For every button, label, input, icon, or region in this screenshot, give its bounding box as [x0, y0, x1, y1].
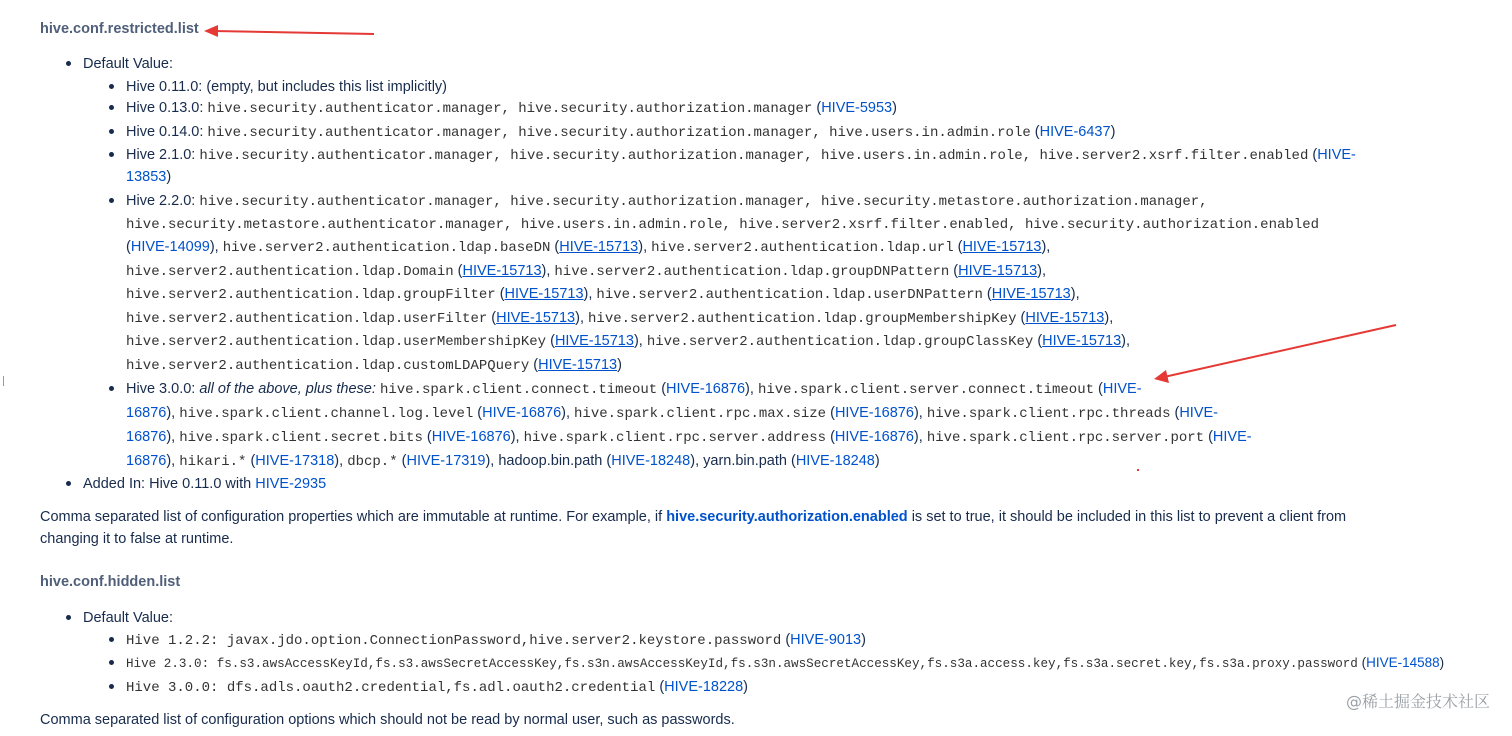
jira-link[interactable]: HIVE-15713: [538, 357, 618, 373]
jira-link[interactable]: 16876: [126, 405, 167, 421]
jira-link[interactable]: HIVE-5953: [821, 100, 893, 116]
jira-link[interactable]: HIVE-18228: [664, 679, 744, 695]
hidden-item: Hive 2.3.0: fs.s3.awsAccessKeyId,fs.s3.awsSecretAccessKey,fs.s3n.awsAccessKeyId,fs.s3n.awsSecretAccessKey,fs.s3a.access.key,fs.s3a.secret.key,fs.s3a.proxy.password (HIVE-14588): [126, 652, 1444, 675]
arrow-to-title: [204, 25, 374, 37]
property-title-restricted-list: hive.conf.restricted.list: [40, 21, 199, 37]
jira-link[interactable]: HIVE-16876: [482, 405, 562, 421]
version-label: Hive 0.13.0:: [126, 100, 204, 116]
jira-link[interactable]: HIVE-15713: [504, 286, 584, 302]
jira-link[interactable]: HIVE-6437: [1039, 124, 1111, 140]
arrow-to-hive-3-0-0: [1154, 325, 1396, 383]
added-in-item: [83, 473, 326, 495]
property-name: hive.server2.authentication.ldap.userMembershipKey: [126, 334, 547, 350]
jira-link[interactable]: HIVE-16876: [834, 405, 914, 421]
property-list: hive.security.authenticator.manager, hive.security.authorization.manager, hive.users.in.admin.role: [207, 125, 1031, 141]
annotation-dot: [1137, 469, 1139, 471]
property-list: hive.security.metastore.authenticator.manager, hive.users.in.admin.role, hive.server2.xsrf.filter.enabled, hive.security.authorization.enabled: [126, 217, 1319, 233]
version-item-0-11-0: [126, 76, 447, 98]
property-name: hive.server2.authentication.ldap.groupDNPattern: [554, 264, 950, 280]
jira-link[interactable]: HIVE-17319: [406, 453, 486, 469]
restricted-list-description: [40, 506, 1440, 550]
version-label: Hive 0.11.0:: [126, 79, 203, 95]
version-label: Hive 3.0.0:: [126, 381, 196, 397]
property-title-hidden-list: hive.conf.hidden.list: [40, 574, 181, 590]
description-text: changing it to false at runtime.: [40, 531, 234, 547]
version-label: Hive 2.2.0:: [126, 193, 196, 209]
version-note: all of the above, plus these:: [199, 381, 376, 397]
jira-link[interactable]: HIVE-14099: [130, 239, 210, 255]
jira-link[interactable]: HIVE-15713: [559, 239, 639, 255]
left-edge-mark: [3, 376, 4, 386]
property-name: hive.server2.authentication.ldap.userFilter: [126, 311, 488, 327]
version-2-2-0-line5: hive.server2.authentication.ldap.groupFilter (HIVE-15713), hive.server2.authentication.ldap.userDNPattern (HIVE-15713),: [126, 286, 1080, 303]
version-text: (empty, but includes this list implicitly): [206, 79, 448, 95]
jira-link[interactable]: HIVE-: [1212, 429, 1252, 445]
jira-link[interactable]: HIVE-15713: [1042, 333, 1122, 349]
jira-link[interactable]: HIVE-15713: [1025, 310, 1105, 326]
property-link[interactable]: hive.security.authorization.enabled: [666, 509, 908, 525]
version-3-0-0-line3: 16876), hive.spark.client.secret.bits (HIVE-16876), hive.spark.client.rpc.server.address (HIVE-16876), hive.spark.client.rpc.server.port (HIVE-: [126, 429, 1252, 446]
jira-link[interactable]: HIVE-18248: [611, 453, 691, 469]
hidden-list-description: [40, 709, 1440, 731]
default-value-text: Default Value:: [83, 56, 174, 72]
version-3-0-0-line4: 16876), hikari.* (HIVE-17318), dbcp.* (HIVE-17319), hadoop.bin.path (HIVE-18248), yarn.bin.path (HIVE-18248): [126, 453, 880, 470]
default-value-label: [83, 607, 173, 629]
version-item-0-14-0: Hive 0.14.0: hive.security.authenticator.manager, hive.security.authorization.manager, hive.users.in.admin.role (HIVE-6437): [126, 121, 1115, 144]
jira-link[interactable]: HIVE-9013: [790, 632, 862, 648]
jira-link[interactable]: 13853: [126, 169, 167, 185]
property-name: hive.spark.client.channel.log.level: [179, 406, 474, 422]
default-value-text: Default Value:: [83, 610, 174, 626]
hidden-item: Hive 1.2.2: javax.jdo.option.ConnectionPassword,hive.server2.keystore.password (HIVE-9013): [126, 629, 866, 652]
watermark: @稀土掘金技术社区: [1345, 692, 1490, 711]
version-2-2-0-line8: hive.server2.authentication.ldap.customLDAPQuery (HIVE-15713): [126, 357, 622, 374]
property-name: hive.server2.authentication.ldap.groupMembershipKey: [588, 311, 1017, 327]
property-name: hive.server2.authentication.ldap.groupClassKey: [646, 334, 1034, 350]
version-2-2-0-line3: (HIVE-14099), hive.server2.authentication.ldap.baseDN (HIVE-15713), hive.server2.authentication.ldap.url (HIVE-15713),: [126, 239, 1051, 256]
default-value-label: [83, 53, 173, 75]
version-2-2-0-line6: hive.server2.authentication.ldap.userFilter (HIVE-15713), hive.server2.authentication.ldap.groupMembershipKey (HIVE-15713),: [126, 310, 1114, 327]
jira-link[interactable]: HIVE-18248: [795, 453, 875, 469]
property-name: hive.spark.client.rpc.max.size: [574, 406, 827, 422]
jira-link[interactable]: HIVE-: [1317, 147, 1356, 163]
jira-link[interactable]: HIVE-16876: [834, 429, 914, 445]
version-item-3-0-0: Hive 3.0.0: all of the above, plus these: hive.spark.client.connect.timeout (HIVE-16876), hive.spark.client.server.connect.timeout (HIVE-: [126, 378, 1142, 401]
property-name: dbcp.*: [347, 454, 398, 470]
jira-link[interactable]: HIVE-: [1102, 381, 1142, 397]
property-name: hive.spark.client.secret.bits: [179, 430, 423, 446]
jira-link[interactable]: HIVE-15713: [991, 286, 1071, 302]
property-name: hikari.*: [179, 454, 247, 470]
property-name: hive.server2.authentication.ldap.customLDAPQuery: [126, 358, 530, 374]
property-name: hive.server2.authentication.ldap.Domain: [126, 264, 454, 280]
property-name: hive.server2.authentication.ldap.groupFilter: [126, 287, 496, 303]
jira-link[interactable]: HIVE-15713: [462, 263, 542, 279]
jira-link[interactable]: HIVE-16876: [431, 429, 511, 445]
hidden-item-text: Hive 2.3.0: fs.s3.awsAccessKeyId,fs.s3.awsSecretAccessKey,fs.s3n.awsAccessKeyId,fs.s3n.awsSecretAccessKey,fs.s3a.access.key,fs.s3a.secret.key,fs.s3a.proxy.password: [126, 657, 1358, 671]
version-item-0-13-0: Hive 0.13.0: hive.security.authenticator.manager, hive.security.authorization.manager (HIVE-5953): [126, 97, 897, 120]
property-list: hive.security.authenticator.manager, hive.security.authorization.manager: [207, 101, 813, 117]
version-item-2-1-0: Hive 2.1.0: hive.security.authenticator.manager, hive.security.authorization.manager, hive.users.in.admin.role, hive.server2.xsrf.filter.enabled (HIVE-: [126, 144, 1356, 167]
jira-link[interactable]: 16876: [126, 453, 167, 469]
jira-link[interactable]: HIVE-2935: [255, 476, 327, 492]
hidden-item-text: Hive 3.0.0: dfs.adls.oauth2.credential,fs.adl.oauth2.credential: [126, 680, 656, 696]
version-2-2-0-line2: [126, 213, 1319, 238]
version-2-2-0-line7: hive.server2.authentication.ldap.userMembershipKey (HIVE-15713), hive.server2.authentication.ldap.groupClassKey (HIVE-15713),: [126, 333, 1131, 350]
jira-link[interactable]: HIVE-15713: [962, 239, 1042, 255]
hidden-item-text: Hive 1.2.2: javax.jdo.option.ConnectionPassword,hive.server2.keystore.password: [126, 633, 782, 649]
added-in-text: Added In: Hive 0.11.0 with: [83, 476, 252, 492]
jira-link[interactable]: HIVE-15713: [554, 333, 634, 349]
version-item-2-2-0: [126, 190, 1208, 213]
jira-link[interactable]: HIVE-15713: [496, 310, 576, 326]
jira-link[interactable]: HIVE-14588: [1366, 655, 1440, 670]
version-2-2-0-line4: hive.server2.authentication.ldap.Domain (HIVE-15713), hive.server2.authentication.ldap.groupDNPattern (HIVE-15713),: [126, 263, 1046, 280]
property-name: yarn.bin.path: [703, 453, 787, 469]
property-name: hive.server2.authentication.ldap.baseDN: [222, 240, 551, 256]
jira-link[interactable]: HIVE-15713: [958, 263, 1038, 279]
property-list: hive.security.authenticator.manager, hive.security.authorization.manager, hive.users.in.admin.role, hive.server2.xsrf.filter.enabled: [199, 148, 1309, 164]
description-text: is set to true, it should be included in this list to prevent a client from: [911, 509, 1347, 525]
version-label: Hive 0.14.0:: [126, 124, 204, 140]
hidden-item: Hive 3.0.0: dfs.adls.oauth2.credential,fs.adl.oauth2.credential (HIVE-18228): [126, 676, 748, 699]
jira-link[interactable]: 16876: [126, 429, 167, 445]
property-name: hive.spark.client.rpc.server.address: [523, 430, 827, 446]
description-text: Comma separated list of configuration properties which are immutable at runtime. For example, if: [40, 509, 663, 525]
property-name: hive.server2.authentication.ldap.userDNPattern: [596, 287, 983, 303]
description-text: Comma separated list of configuration options which should not be read by normal user, such as passwords.: [40, 712, 735, 728]
property-name: hadoop.bin.path: [498, 453, 603, 469]
jira-link[interactable]: HIVE-: [1179, 405, 1218, 421]
version-label: Hive 2.1.0:: [126, 147, 196, 163]
property-name: hive.server2.authentication.ldap.url: [651, 240, 954, 256]
property-name: hive.spark.client.connect.timeout: [379, 382, 658, 398]
version-3-0-0-line2: 16876), hive.spark.client.channel.log.level (HIVE-16876), hive.spark.client.rpc.max.size (HIVE-16876), hive.spark.client.rpc.threads (HIVE-: [126, 405, 1218, 422]
property-name: hive.spark.client.rpc.server.port: [926, 430, 1205, 446]
version-item-2-1-0-continued: 13853): [126, 169, 172, 185]
property-list: hive.security.authenticator.manager, hive.security.authorization.manager, hive.security.metastore.authorization.manager,: [199, 194, 1208, 210]
jira-link[interactable]: HIVE-16876: [666, 381, 746, 397]
jira-link[interactable]: HIVE-17318: [255, 453, 335, 469]
property-name: hive.spark.client.rpc.threads: [926, 406, 1171, 422]
property-name: hive.spark.client.server.connect.timeout: [757, 382, 1094, 398]
